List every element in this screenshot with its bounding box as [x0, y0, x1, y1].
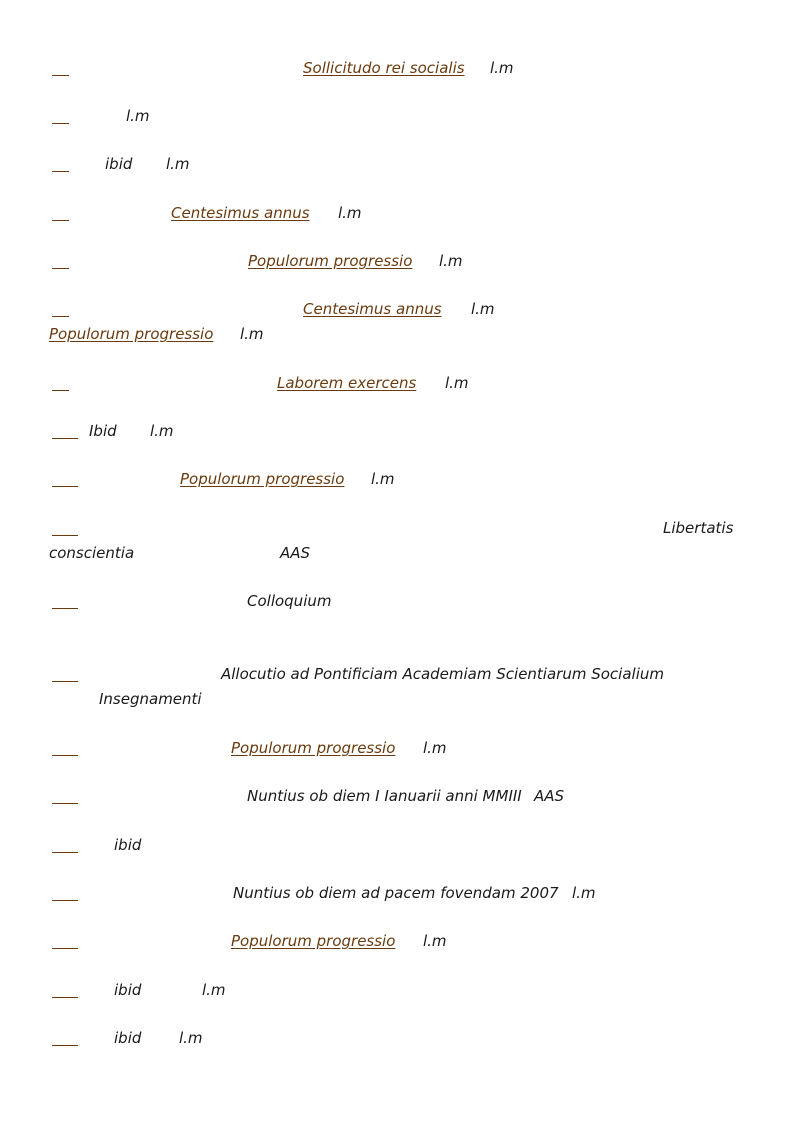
citation-text: Nuntius ob diem I Ianuarii anni MMIII [247, 787, 522, 805]
citation-text: l.m [423, 739, 447, 757]
citation-text: l.m [240, 325, 264, 343]
citation-text: l.m [126, 107, 150, 125]
document-title-link[interactable]: Populorum progressio [231, 932, 396, 950]
footnote-marker[interactable] [52, 75, 69, 76]
citation-text: AAS [534, 787, 565, 805]
document-title-link[interactable]: Populorum progressio [248, 252, 413, 270]
document-title-link[interactable]: Centesimus annus [303, 300, 442, 318]
citation-text: ibid [114, 1029, 142, 1047]
footnote-marker[interactable] [52, 852, 78, 853]
footnote-marker[interactable] [52, 803, 78, 804]
citation-text: Insegnamenti [99, 690, 202, 708]
citation-text: AAS [280, 544, 311, 562]
footnote-marker[interactable] [52, 608, 78, 609]
document-title-link[interactable]: Sollicitudo rei socialis [303, 59, 465, 77]
citation-text: l.m [150, 422, 174, 440]
citation-text: l.m [179, 1029, 203, 1047]
citation-text: l.m [338, 204, 362, 222]
citation-text: l.m [423, 932, 447, 950]
citation-text: l.m [490, 59, 514, 77]
footnote-marker[interactable] [52, 123, 69, 124]
citation-text: ibid [105, 155, 133, 173]
footnote-marker[interactable] [52, 220, 69, 221]
citation-text: l.m [166, 155, 190, 173]
citation-text: l.m [445, 374, 469, 392]
citation-text: ibid [114, 981, 142, 999]
citation-text: l.m [572, 884, 596, 902]
footnote-marker[interactable] [52, 681, 78, 682]
citation-text: l.m [471, 300, 495, 318]
footnote-marker[interactable] [52, 948, 78, 949]
citation-text: ibid [114, 836, 142, 854]
footnote-marker[interactable] [52, 755, 78, 756]
footnote-marker[interactable] [52, 535, 78, 536]
citation-text: Libertatis [663, 519, 734, 537]
footnote-marker[interactable] [52, 486, 78, 487]
citation-text: Allocutio ad Pontificiam Academiam Scientiarum Socialium [221, 665, 664, 683]
document-title-link[interactable]: Populorum progressio [49, 325, 214, 343]
document-title-link[interactable]: Centesimus annus [171, 204, 310, 222]
footnote-marker[interactable] [52, 1045, 78, 1046]
document-title-link[interactable]: Populorum progressio [180, 470, 345, 488]
document-title-link[interactable]: Laborem exercens [277, 374, 417, 392]
citation-text: conscientia [49, 544, 135, 562]
document-title-link[interactable]: Populorum progressio [231, 739, 396, 757]
footnote-marker[interactable] [52, 316, 69, 317]
citation-text: l.m [439, 252, 463, 270]
citation-text: Ibid [89, 422, 117, 440]
footnote-marker[interactable] [52, 438, 78, 439]
citation-text: l.m [371, 470, 395, 488]
citation-text: Nuntius ob diem ad pacem fovendam 2007 [233, 884, 559, 902]
footnote-marker[interactable] [52, 900, 78, 901]
footnote-marker[interactable] [52, 171, 69, 172]
footnote-marker[interactable] [52, 390, 69, 391]
footnote-marker[interactable] [52, 268, 69, 269]
footnote-marker[interactable] [52, 997, 78, 998]
citation-text: l.m [202, 981, 226, 999]
citation-text: Colloquium [247, 592, 332, 610]
